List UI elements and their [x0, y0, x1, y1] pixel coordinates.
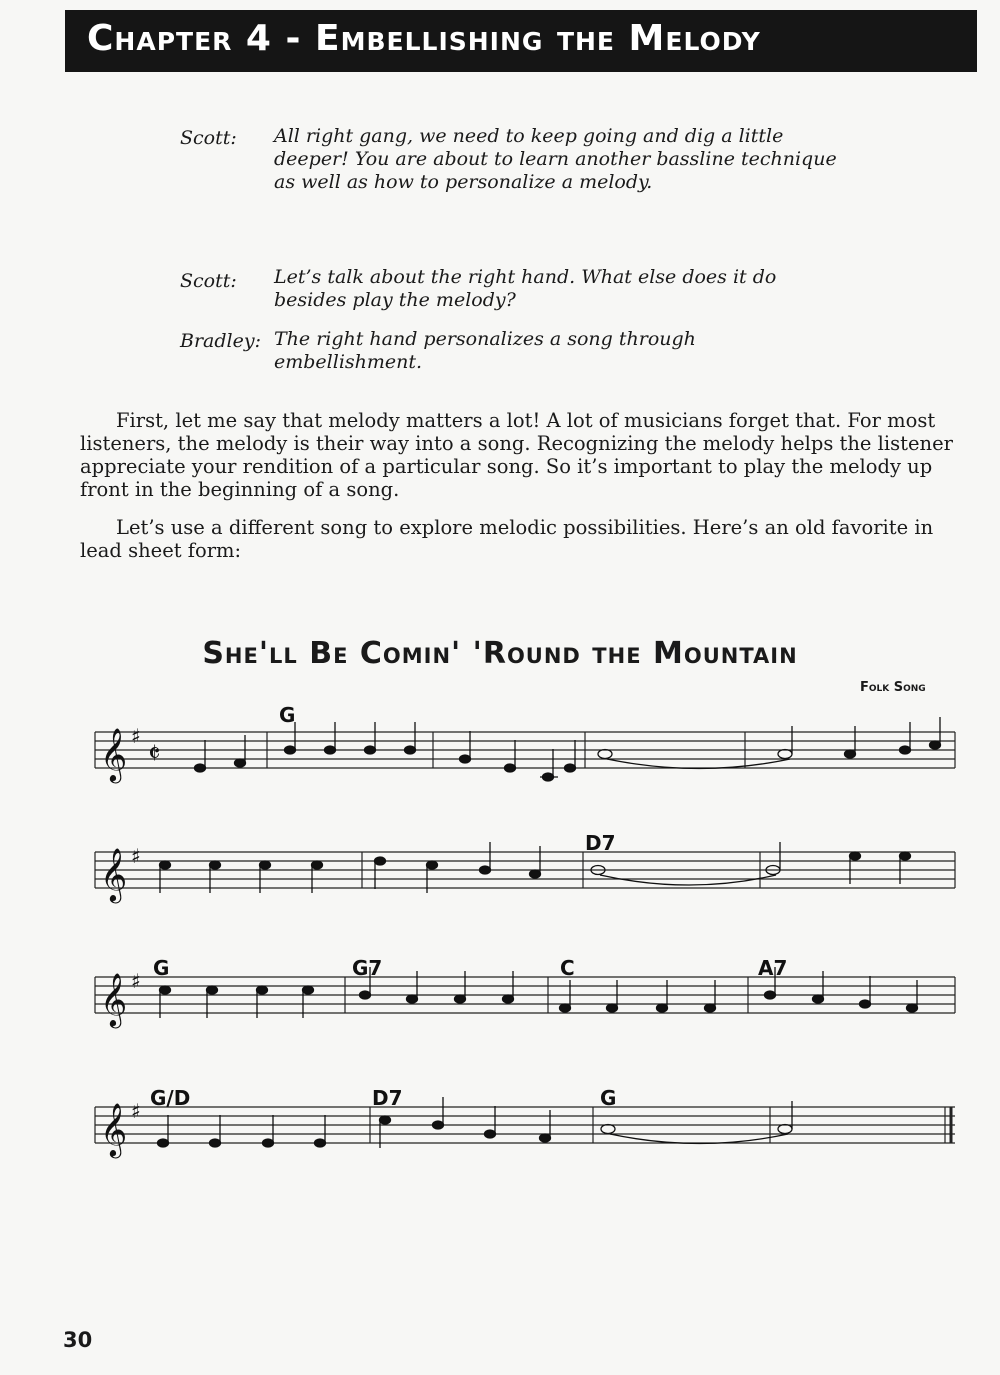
- staff-system-4: [95, 1107, 955, 1143]
- dialogue-text: The right hand personalizes a song through embellishment.: [274, 328, 696, 373]
- chord-symbol: G: [153, 956, 170, 980]
- treble-clef-icon: 𝄞: [100, 727, 128, 781]
- chord-symbol: G: [600, 1086, 617, 1110]
- dialogue-speaker: Scott:: [180, 127, 237, 149]
- chord-symbol: G/D: [150, 1086, 191, 1110]
- staff-system-3: [95, 977, 955, 1013]
- chapter-title: Chapter 4 - Embellishing the Melody: [87, 18, 761, 59]
- treble-clef-icon: 𝄞: [100, 1102, 128, 1156]
- chapter-header-bar: [65, 10, 977, 72]
- dialogue-speaker: Bradley:: [180, 330, 261, 352]
- treble-clef-icon: 𝄞: [100, 972, 128, 1026]
- chord-symbol: G7: [352, 956, 383, 980]
- chord-symbol: G: [279, 703, 296, 727]
- staff-system-1: [95, 732, 955, 768]
- cut-time-icon: 𝄵: [148, 737, 161, 770]
- dialogue-text: All right gang, we need to keep going and dig a little deeper! You are about to learn another bassline technique as well as how to personalize a melody.: [274, 125, 837, 193]
- body-paragraph: First, let me say that melody matters a lot! A lot of musicians forget that. For most listeners, the melody is their way into a song. Recognizing the melody helps the listener appreciate your rendition of a particular song. So it’s important to play the melody up front in the beginning of a song.: [80, 409, 953, 501]
- chord-symbol: A7: [758, 956, 788, 980]
- page-number: 30: [63, 1328, 93, 1352]
- treble-clef-icon: 𝄞: [100, 847, 128, 901]
- sharp-icon: ♯: [131, 724, 141, 748]
- chord-symbol: C: [560, 956, 575, 980]
- dialogue-text: Let’s talk about the right hand. What else does it do besides play the melody?: [274, 266, 777, 311]
- chord-symbol: D7: [372, 1086, 403, 1110]
- lead-sheet-notation: [0, 680, 1000, 1180]
- sharp-icon: ♯: [131, 969, 141, 993]
- staff-system-2: [95, 852, 955, 888]
- song-credit: Folk Song: [860, 680, 926, 695]
- chord-symbol: D7: [585, 831, 616, 855]
- dialogue-speaker: Scott:: [180, 270, 237, 292]
- body-paragraph: Let’s use a different song to explore melodic possibilities. Here’s an old favorite in lead sheet form:: [80, 516, 934, 562]
- song-title: She'll Be Comin' 'Round the Mountain: [202, 636, 798, 671]
- sharp-icon: ♯: [131, 844, 141, 868]
- sharp-icon: ♯: [131, 1099, 141, 1123]
